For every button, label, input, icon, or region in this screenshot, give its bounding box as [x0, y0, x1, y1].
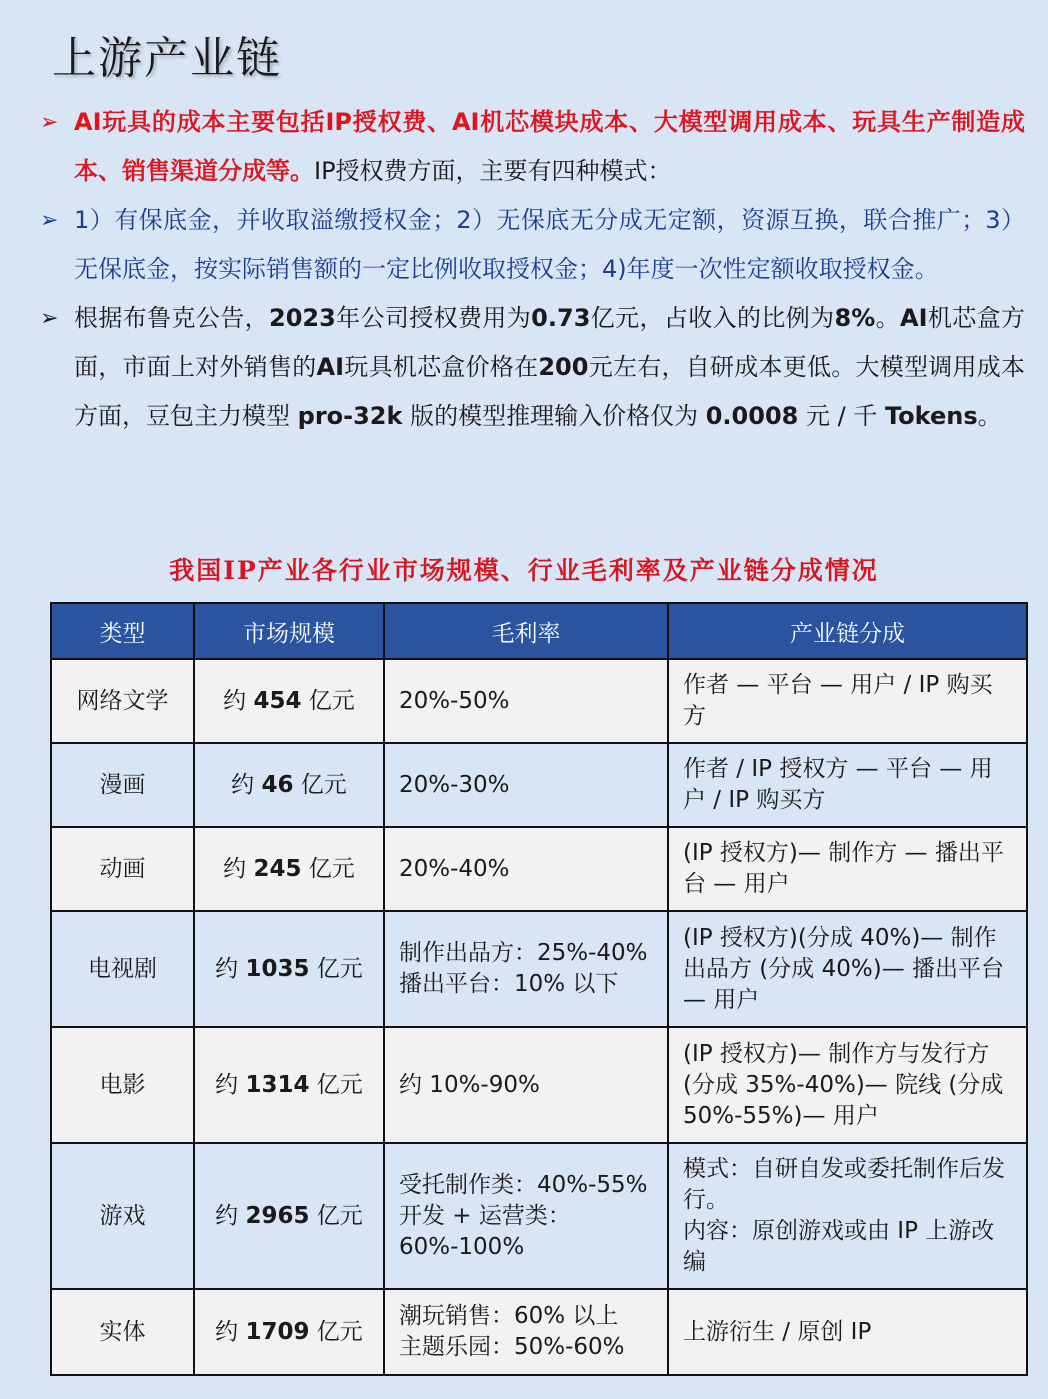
header-gross-margin: 毛利率 — [384, 603, 668, 659]
scale-num: 1035 — [245, 955, 310, 982]
scale-prefix: 约 — [223, 855, 254, 882]
cell-market-scale — [194, 1289, 384, 1375]
bullet-segment: 版的模型推理输入价格仅为 — [402, 402, 706, 430]
table-row — [51, 1027, 1027, 1143]
cell-type: 实体 — [51, 1289, 194, 1375]
scale-prefix: 约 — [215, 955, 246, 982]
scale-prefix: 约 — [215, 1202, 246, 1229]
cell-chain-split: (IP 授权方)(分成 40%)— 制作出品方 (分成 40%)— 播出平台 — 用户 — [668, 911, 1027, 1027]
cell-chain-split: 上游衍生 / 原创 IP — [668, 1289, 1027, 1375]
cell-chain-split: (IP 授权方)— 制作方与发行方 (分成 35%-40%)— 院线 (分成 50%-55%)— 用户 — [668, 1027, 1027, 1143]
bullet-text — [74, 304, 1025, 430]
scale-suffix: 亿元 — [309, 955, 363, 982]
table-row — [51, 827, 1027, 911]
cell-gross-margin: 20%-30% — [384, 743, 668, 827]
bullet-cost-details — [40, 294, 1025, 441]
cell-market-scale — [194, 827, 384, 911]
scale-num: 1709 — [245, 1318, 310, 1345]
cell-type: 游戏 — [51, 1143, 194, 1289]
bullet-segment: 0.73 — [531, 304, 591, 332]
bullet-segment: 机芯盒方面，市面上对外销售的 — [74, 304, 1026, 381]
bullet-red-text: AI玩具的成本主要包括IP授权费、AI机芯模块成本、大模型调用成本、玩具生产制造成本、销售渠道分成等。 — [74, 108, 1025, 185]
header-type: 类型 — [51, 603, 194, 659]
table-row — [51, 1143, 1027, 1289]
ip-industry-table — [50, 602, 1028, 1376]
bullet-segment: 根据布鲁克公告， — [74, 304, 269, 332]
bullet-segment: Tokens — [884, 402, 978, 430]
cell-chain-split: 作者 — 平台 — 用户 / IP 购买方 — [668, 659, 1027, 743]
scale-prefix: 约 — [215, 1318, 246, 1345]
scale-prefix: 约 — [215, 1071, 246, 1098]
cell-type: 漫画 — [51, 743, 194, 827]
bullet-segment: pro-32k — [297, 402, 403, 430]
scale-suffix: 亿元 — [301, 687, 355, 714]
cell-type: 电影 — [51, 1027, 194, 1143]
cell-gross-margin: 受托制作类：40%-55% 开发 + 运营类：60%-100% — [384, 1143, 668, 1289]
bullet-segment: 。 — [875, 304, 901, 332]
table-header-row — [51, 603, 1027, 659]
cell-market-scale — [194, 743, 384, 827]
cell-type: 电视剧 — [51, 911, 194, 1027]
cell-chain-split: (IP 授权方)— 制作方 — 播出平台 — 用户 — [668, 827, 1027, 911]
bullet-segment: 玩具机芯盒价格在 — [344, 353, 539, 381]
bullet-segment: 年公司授权费用为 — [335, 304, 532, 332]
bullet-segment: AI — [316, 353, 345, 381]
table-row — [51, 1289, 1027, 1375]
bullet-segment: 元左右，自研成本更低。大模型调用成本方面，豆包主力模型 — [74, 353, 1026, 430]
scale-prefix: 约 — [231, 771, 262, 798]
cell-gross-margin: 潮玩销售：60% 以上 主题乐园：50%-60% — [384, 1289, 668, 1375]
bullet-segment: 0.0008 — [705, 402, 799, 430]
page-title: 上游产业链 — [52, 33, 282, 84]
table-row — [51, 911, 1027, 1027]
bullet-segment: 2023 — [269, 304, 336, 332]
bullet-text: 1）有保底金，并收取溢缴授权金；2）无保底无分成无定额，资源互换，联合推广；3）无保底金，按实际销售额的一定比例收取授权金；4)年度一次性定额收取授权金。 — [74, 206, 1025, 283]
bullet-segment: 元 / 千 — [798, 402, 885, 430]
scale-suffix: 亿元 — [309, 1071, 363, 1098]
arrow-bullet-icon: ➢ — [40, 208, 59, 233]
cell-gross-margin: 约 10%-90% — [384, 1027, 668, 1143]
bullet-segment: 。 — [977, 402, 1002, 430]
header-chain-split: 产业链分成 — [668, 603, 1027, 659]
scale-suffix: 亿元 — [309, 1318, 363, 1345]
arrow-bullet-icon: ➢ — [40, 110, 59, 135]
bullet-segment: 8% — [834, 304, 876, 332]
cell-gross-margin: 20%-50% — [384, 659, 668, 743]
bullet-list — [40, 98, 1025, 441]
cell-type: 动画 — [51, 827, 194, 911]
scale-num: 2965 — [245, 1202, 310, 1229]
cell-gross-margin: 制作出品方：25%-40% 播出平台：10% 以下 — [384, 911, 668, 1027]
bullet-text — [74, 108, 1025, 185]
cell-chain-split: 模式：自研自发或委托制作后发行。 内容：原创游戏或由 IP 上游改编 — [668, 1143, 1027, 1289]
bullet-segment: AI — [900, 304, 928, 332]
scale-num: 454 — [253, 687, 302, 714]
scale-prefix: 约 — [223, 687, 254, 714]
arrow-bullet-icon: ➢ — [40, 306, 59, 331]
bullet-cost-composition — [40, 98, 1025, 196]
bullet-dark-text: IP授权费方面，主要有四种模式： — [314, 157, 672, 185]
scale-num: 1314 — [245, 1071, 310, 1098]
cell-chain-split: 作者 / IP 授权方 — 平台 — 用户 / IP 购买方 — [668, 743, 1027, 827]
header-market-scale: 市场规模 — [194, 603, 384, 659]
cell-market-scale — [194, 659, 384, 743]
cell-gross-margin: 20%-40% — [384, 827, 668, 911]
table-row — [51, 743, 1027, 827]
scale-suffix: 亿元 — [309, 1202, 363, 1229]
cell-market-scale — [194, 911, 384, 1027]
bullet-segment: 亿元，占收入的比例为 — [590, 304, 835, 332]
table-row — [51, 659, 1027, 743]
scale-suffix: 亿元 — [293, 771, 347, 798]
scale-num: 245 — [253, 855, 302, 882]
scale-suffix: 亿元 — [301, 855, 355, 882]
bullet-segment: 200 — [538, 353, 589, 381]
cell-market-scale — [194, 1027, 384, 1143]
cell-type: 网络文学 — [51, 659, 194, 743]
scale-num: 46 — [261, 771, 294, 798]
table-title: 我国IP产业各行业市场规模、行业毛利率及产业链分成情况 — [169, 556, 879, 585]
cell-market-scale — [194, 1143, 384, 1289]
bullet-license-modes — [40, 196, 1025, 294]
